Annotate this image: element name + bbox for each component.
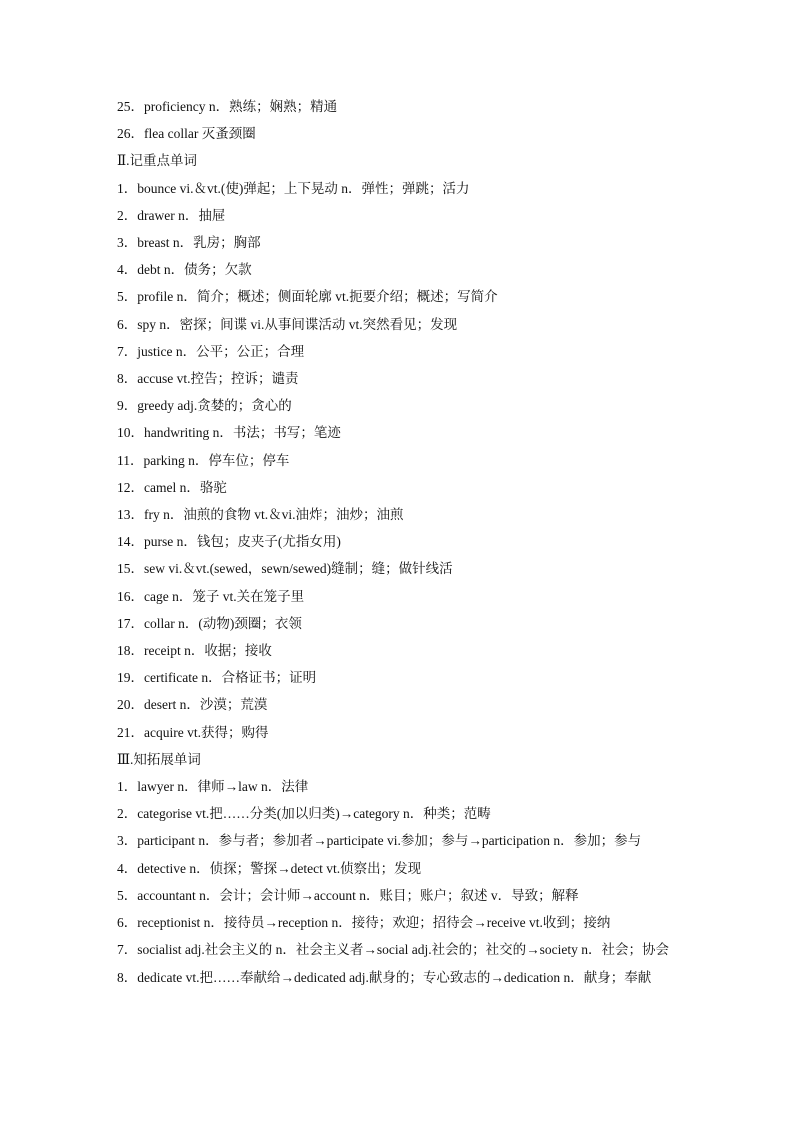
- vocab-entry-accuse: 8．accuse vt.控告；控诉；谴责: [117, 371, 299, 387]
- vocab-entry-parking: 11．parking n．停车位；停车: [117, 452, 290, 468]
- vocab-entry-spy: 6．spy n．密探；间谍 vi.从事间谍活动 vt.突然看见；发现: [117, 316, 458, 332]
- vocab-entry-detective: 4．detective n．侦探；警探→detect vt.侦察出；发现: [117, 860, 422, 876]
- vocab-entry-greedy: 9．greedy adj.贪婪的；贪心的: [117, 398, 292, 414]
- vocab-entry-drawer: 2．drawer n．抽屉: [117, 207, 226, 223]
- vocab-entry-participant: 3．participant n．参与者；参加者→participate vi.参加；参与→participation n．参加；参与: [117, 833, 642, 849]
- vocab-entry-justice: 7．justice n．公平；公正；合理: [117, 343, 305, 359]
- vocab-entry-handwriting: 10．handwriting n．书法；书写；笔迹: [117, 425, 341, 441]
- vocab-entry-debt: 4．debt n．债务；欠款: [117, 262, 252, 278]
- vocab-entry-purse: 14．purse n．钱包；皮夹子(尤指女用): [117, 534, 341, 550]
- vocab-entry-25-proficiency: 25．proficiency n．熟练；娴熟；精通: [117, 99, 338, 114]
- vocab-entry-collar: 17．collar n．(动物)颈圈；衣领: [117, 615, 302, 631]
- vocab-entry-dedicate: 8．dedicate vt.把……奉献给→dedicated adj.献身的；专心致志的→dedication n．献身；奉献: [117, 969, 652, 985]
- section-heading-extended-words: Ⅲ.知拓展单词: [117, 751, 201, 767]
- vocab-entry-certificate: 19．certificate n．合格证书；证明: [117, 670, 317, 686]
- vocab-entry-receptionist: 6．receptionist n．接待员→reception n．接待；欢迎；招待会→receive vt.收到；接纳: [117, 915, 611, 931]
- vocab-entry-lawyer: 1．lawyer n．律师→law n．法律: [117, 779, 309, 795]
- vocab-entry-accountant: 5．accountant n．会计；会计师→account n．账目；账户；叙述 v．导致；解释: [117, 887, 579, 903]
- vocab-entry-categorise: 2．categorise vt.把……分类(加以归类)→category n．种类；范畴: [117, 806, 491, 822]
- document-body: [117, 93, 683, 991]
- vocab-entry-sew: 15．sew vi.＆vt.(sewed，sewn/sewed)缝制；缝；做针线活: [117, 561, 453, 577]
- vocab-entry-acquire: 21．acquire vt.获得；购得: [117, 724, 269, 740]
- vocab-entry-breast: 3．breast n．乳房；胸部: [117, 235, 261, 251]
- vocab-entry-bounce: 1．bounce vi.＆vt.(使)弹起；上下晃动 n．弹性；弹跳；活力: [117, 180, 470, 196]
- vocab-entry-cage: 16．cage n．笼子 vt.关在笼子里: [117, 588, 305, 604]
- vocab-entry-desert: 20．desert n．沙漠；荒漠: [117, 697, 268, 713]
- vocab-entry-fry: 13．fry n．油煎的食物 vt.＆vi.油炸；油炒；油煎: [117, 507, 404, 523]
- vocab-entry-socialist: 7．socialist adj.社会主义的 n．社会主义者→social adj.社会的；社交的→society n．社会；协会: [117, 942, 669, 958]
- vocab-entry-camel: 12．camel n．骆驼: [117, 479, 227, 495]
- vocab-entry-receipt: 18．receipt n．收据；接收: [117, 643, 272, 659]
- vocab-entry-profile: 5．profile n．简介；概述；侧面轮廓 vt.扼要介绍；概述；写简介: [117, 289, 498, 305]
- section-heading-key-words: Ⅱ.记重点单词: [117, 153, 198, 169]
- vocab-entry-26-flea-collar: 26．flea collar 灭蚤颈圈: [117, 126, 256, 142]
